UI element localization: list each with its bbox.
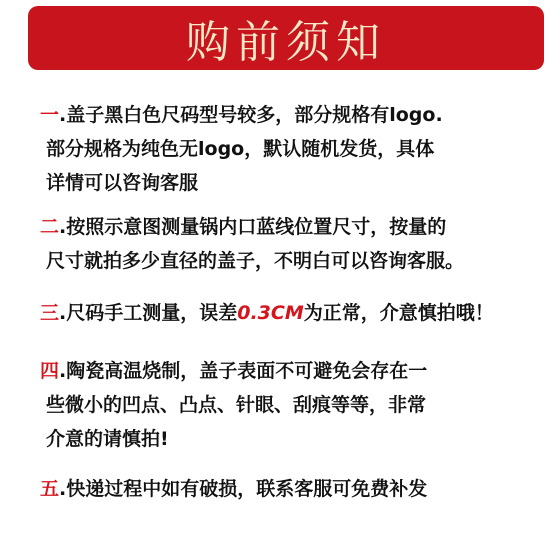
notice-line: 尺寸就拍多少直径的盖子，不明白可以咨询客服。	[46, 250, 465, 272]
notice-line: 部分规格为纯色无logo，默认随机发货，具体	[46, 138, 435, 160]
notice-text: .盖子黑白色尺码型号较多，部分规格有logo.	[59, 104, 443, 126]
page-title: 购前须知	[186, 17, 386, 68]
notice-text: .尺码手工测量，误差	[59, 302, 238, 324]
notice-number: 三	[40, 302, 60, 324]
notice-line	[40, 472, 550, 506]
notice-text: .按照示意图测量锅内口蓝线位置尺寸，按量的	[59, 216, 447, 238]
notice-line	[40, 296, 550, 330]
notice-number: 四	[40, 360, 60, 382]
notice-item-1	[40, 98, 550, 200]
notice-line	[40, 354, 550, 388]
notice-item-4	[40, 354, 550, 456]
header-banner	[28, 6, 544, 70]
notice-item-2	[40, 210, 550, 278]
notice-line: 详情可以咨询客服	[46, 172, 199, 194]
notice-text: .快递过程中如有破损，联系客服可免费补发	[59, 478, 428, 500]
notice-text: .陶瓷高温烧制，盖子表面不可避免会存在一	[59, 360, 428, 382]
notice-number: 一	[40, 104, 60, 126]
notice-line	[40, 98, 550, 132]
notice-item-3	[40, 296, 550, 330]
notice-text: 为正常，介意慎拍哦！	[303, 302, 494, 324]
notice-number: 五	[40, 478, 60, 500]
tolerance-highlight: 0.3CM	[237, 302, 304, 324]
notice-item-5	[40, 472, 550, 506]
notice-line: 些微小的凹点、凸点、针眼、刮痕等等，非常	[46, 394, 427, 416]
notice-line	[40, 210, 550, 244]
notice-number: 二	[40, 216, 60, 238]
notice-line: 介意的请慎拍!	[46, 428, 169, 450]
